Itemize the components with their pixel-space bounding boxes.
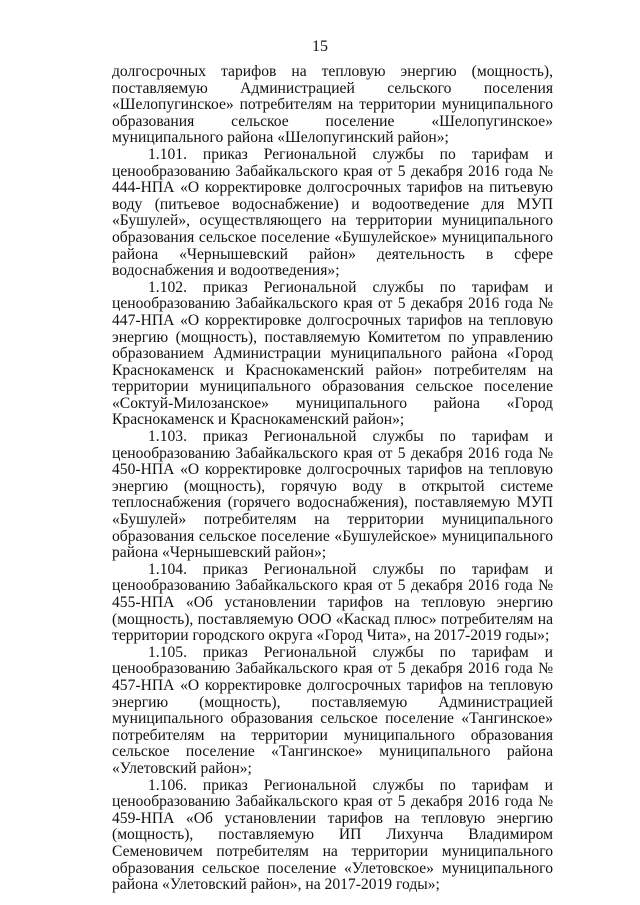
paragraph-item-1-105: 1.105. приказ Региональной службы по тарифам и ценообразованию Забайкальского края от 5 декабря 2016 года № 457-НПА «О корректировке долгосрочных тарифов на тепловую энергию (мощность), поставляемую Администрацией муниципального образования сельское поселение «Тангинское» потребителям на территории муниципального образования сельское поселение «Тангинское» муниципального района «Улетовский район»; xyxy=(112,643,553,777)
page-number: 15 xyxy=(312,38,328,55)
paragraph-item-1-103: 1.103. приказ Региональной службы по тарифам и ценообразованию Забайкальского края от 5 декабря 2016 года № 450-НПА «О корректировке долгосрочных тарифов на тепловую энергию (мощность), горячую воду в открытой системе теплоснабжения (горячего водоснабжения), поставляемую МУП «Бушулей» потребителям на территории муниципального образования сельское поселение «Бушулейское» муниципального района «Чернышевский район»; xyxy=(112,428,553,562)
paragraph-item-1-101: 1.101. приказ Региональной службы по тарифам и ценообразованию Забайкальского края от 5 декабря 2016 года № 444-НПА «О корректировке долгосрочных тарифов на питьевую воду (питьевое водоснабжение) и водоотведение для МУП «Бушулей», осуществляющего на территории муниципального образования сельское поселение «Бушулейское» муниципального района «Чернышевский район» деятельность в сфере водоснабжения и водоотведения»; xyxy=(112,145,553,280)
document-body xyxy=(112,64,553,894)
paragraph-item-1-104: 1.104. приказ Региональной службы по тарифам и ценообразованию Забайкальского края от 5 декабря 2016 года № 455-НПА «Об установлении тарифов на тепловую энергию (мощность), поставляемую ООО «Каскад плюс» потребителям на территории городского округа «Город Чита», на 2017-2019 годы»; xyxy=(112,560,553,645)
paragraph-continuation: долгосрочных тарифов на тепловую энергию (мощность), поставляемую Администрацией сельского поселения «Шелопугинское» потребителям на территории муниципального образования сельское поселение «Шелопугинское» муниципального района «Шелопугинский район»; xyxy=(112,63,553,147)
paragraph-item-1-106: 1.106. приказ Региональной службы по тарифам и ценообразованию Забайкальского края от 5 декабря 2016 года № 459-НПА «Об установлении тарифов на тепловую энергию (мощность), поставляемую ИП Лихунча Владимиром Семеновичем потребителям на территории муниципального образования сельское поселение «Улетовское» муниципального района «Улетовский район», на 2017-2019 годы»; xyxy=(112,776,553,894)
paragraph-item-1-102: 1.102. приказ Региональной службы по тарифам и ценообразованию Забайкальского края от 5 декабря 2016 года № 447-НПА «О корректировке долгосрочных тарифов на тепловую энергию (мощность), поставляемую Комитетом по управлению образованием Администрации муниципального района «Город Краснокаменск и Краснокаменский район» потребителям на территории муниципального образования сельское поселение «Соктуй-Милозанское» муниципального района «Город Краснокаменск и Краснокаменский район»; xyxy=(112,278,553,429)
